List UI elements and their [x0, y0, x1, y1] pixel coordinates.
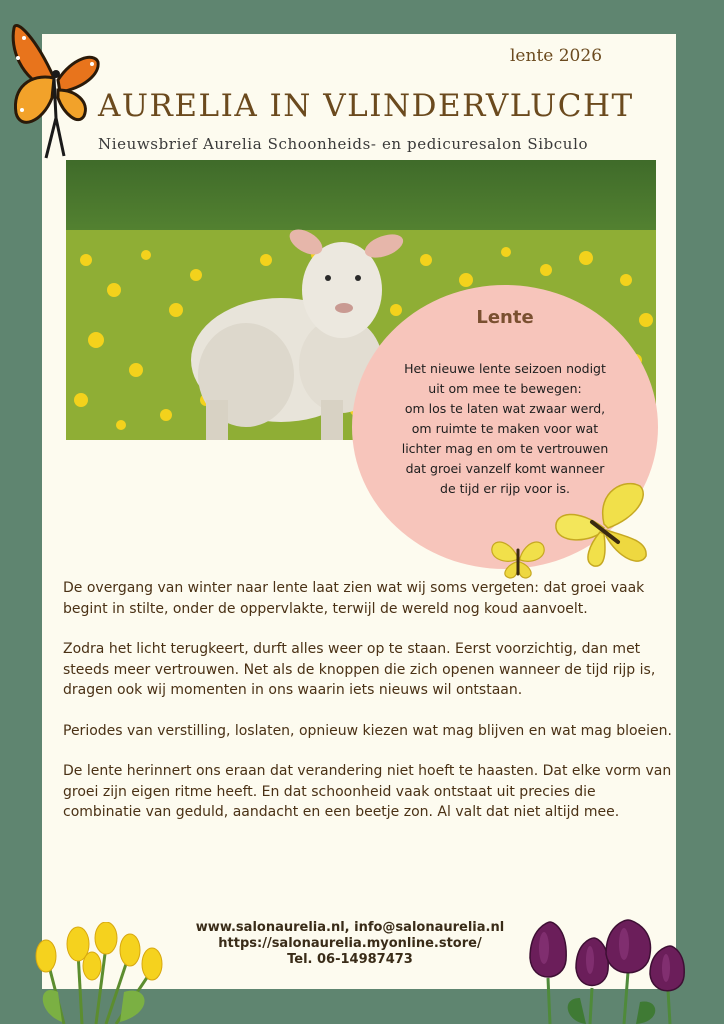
paragraph: De overgang van winter naar lente laat zien wat wij soms vergeten: dat groei vaak begint in stilte, onder de oppervlakte, terwijl de wereld nog koud aanvoelt.: [63, 580, 645, 617]
feature-line: dat groei vanzelf komt wanneer: [405, 461, 605, 476]
issue-date: lente 2026: [510, 46, 603, 66]
monarch-butterfly-icon: [6, 18, 104, 168]
paragraph: De lente herinnert ons eraan dat verandering niet hoeft te haasten. Dat elke vorm van groei zijn eigen ritme heeft. En dat schoonheid vaak ontstaat uit precies die combinatie van geduld, aandacht en een beetje zon. Al valt dat niet altijd mee.: [63, 763, 672, 820]
newsletter-title: AURELIA IN VLINDERVLUCHT: [98, 88, 634, 124]
feature-line: om los te laten wat zwaar werd,: [404, 401, 606, 416]
phone-number[interactable]: Tel. 06-14987473: [287, 952, 413, 967]
yellow-tulips-icon: [28, 922, 168, 1024]
contact-footer: [160, 920, 540, 968]
article-body: [63, 578, 675, 843]
webshop-link[interactable]: https://salonaurelia.myonline.store/: [218, 936, 482, 951]
website-email-link[interactable]: www.salonaurelia.nl, info@salonaurelia.nl: [195, 920, 505, 935]
yellow-butterfly-icon: [488, 536, 548, 580]
paragraph: Periodes van verstilling, loslaten, opnieuw kiezen wat mag blijven en wat mag bloeien.: [63, 722, 672, 739]
feature-title: Lente: [476, 307, 534, 328]
newsletter-subtitle: Nieuwsbrief Aurelia Schoonheids- en pedicuresalon Sibculo: [98, 135, 589, 153]
purple-tulips-icon: [520, 918, 690, 1024]
feature-line: uit om mee te bewegen:: [428, 381, 582, 396]
paragraph: Zodra het licht terugkeert, durft alles weer op te staan. Eerst voorzichtig, dan met steeds meer vertrouwen. Net als de knoppen die zich openen wanneer de tijd rijp is, dragen ook wij momenten in ons waarin iets nieuws wil ontstaan.: [63, 641, 656, 698]
feature-line: Het nieuwe lente seizoen nodigt: [404, 361, 606, 376]
feature-line: lichter mag en om te vertrouwen: [401, 441, 609, 456]
yellow-butterfly-icon: [552, 478, 656, 570]
feature-line: de tijd er rijp voor is.: [440, 481, 570, 496]
feature-line: om ruimte te maken voor wat: [411, 421, 599, 436]
